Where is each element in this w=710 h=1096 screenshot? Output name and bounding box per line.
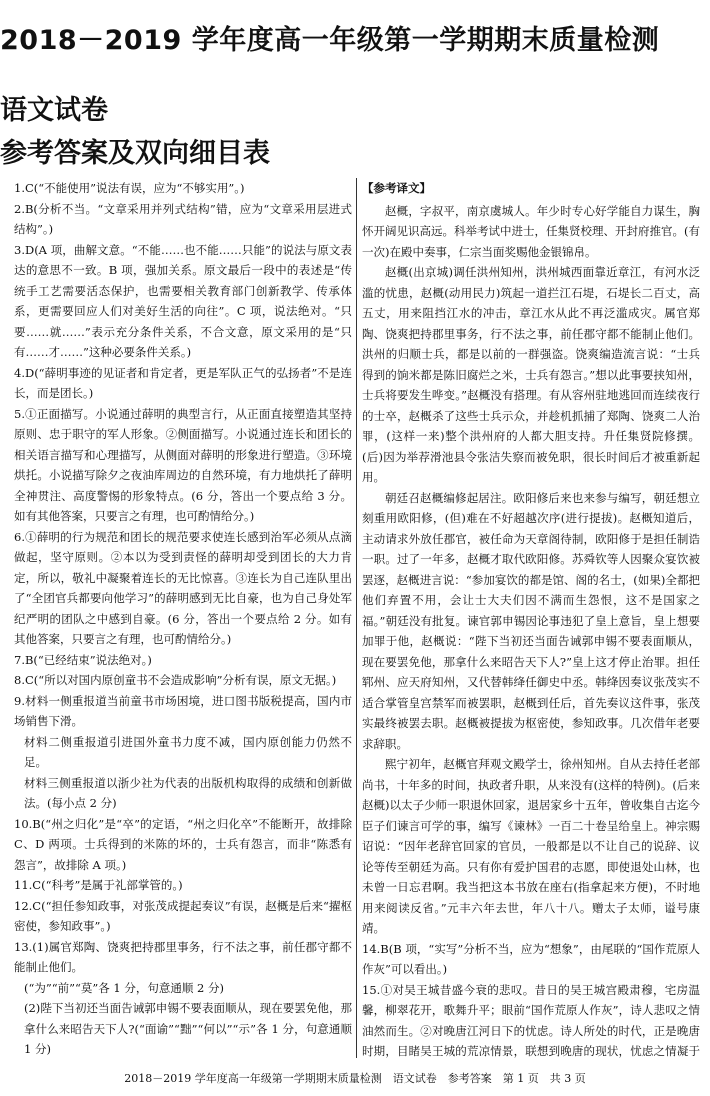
translation-body — [362, 201, 700, 939]
answer-item: 材料三侧重报道以浙少社为代表的出版机构取得的成绩和创新做法。(每小点 2 分) — [24, 775, 352, 810]
answer-item: 14.B(B 项，“实写”分析不当，应为“想象”，由尾联的“国作荒原人作灰”可以看出。) — [362, 941, 700, 976]
answer-list-right — [362, 939, 700, 1059]
column-divider — [356, 178, 357, 1058]
answer-item: 材料二侧重报道引进国外童书力度不减，国内原创能力仍然不足。 — [24, 734, 352, 769]
answer-item: 3.D(A 项，曲解文意。“不能……也不能……只能”的说法与原文表达的意思不一致。B 项，强加关系。原文最后一段中的表述是“传统手工艺需要活态保护，也需要相关教育部门创新教学、传承体系，更需要回应人们对美好生活的向往”。C 项，说法绝对。“只要……就……”表示充分条件关系，不合文意，原文采用的是“只有……才……”这种必要条件关系。) — [14, 242, 352, 359]
answer-item: (“为”“前”“莫”各 1 分，句意通顺 2 分) — [24, 980, 225, 995]
answer-item: 11.C(“科考”是属于礼部掌管的。) — [14, 878, 183, 892]
answer-item: 6.①薛明的行为规范和团长的规范要求使连长感到治军必须从点滴做起，坚守原则。②本以为受到责怪的薛明却受到团长的大力肯定，所以，敬礼中凝聚着连长的无比惊喜。③连长为自己连队里出了“全团官兵都要向他学习”的薛明感到无比自豪，也为自己身处军纪严明的团队之中感到自豪。(6 分，答出一个要点给 2 分。如有其他答案，只要言之有理，也可酌情给分。) — [14, 529, 352, 646]
translation-paragraph: 赵概(出京城)调任洪州知州，洪州城西面靠近章江，有河水泛滥的忧患，赵概(动用民力)筑起一道拦江石堤，石堤长二百丈，高五丈，用来阻挡江水的冲击，章江水从此不再泛滥成灾。属官郑陶、饶爽把持郡里事务，行不法之事，前任郡守都不能制止他们。洪州的归顺士兵，都是以前的一群强盗。饶爽编造流言说：“士兵得到的饷米都是陈旧腐烂之米，士兵有怨言。”想以此事要挟知州，士兵将要发生哗变。”赵概没有搭理。有从容州驻地逃回而连续夜行的士卒，赵概杀了这些士兵示众，并趁机抓捕了郑陶、饶爽二人治罪，(这样一来)整个洪州府的人都大胆支持。升任集贤院修撰。(后)因为举荐滑池县令张洁失察而被免职，很长时间后才被重新起用。 — [362, 265, 700, 484]
translation-paragraph: 赵概，字叔平，南京虞城人。年少时专心好学能自力谋生，胸怀开阔见识高远。科举考试中进士，任集贤校理、开封府推官。(有一次)在殿中奏事，仁宗当面奖赐他金银锦帛。 — [362, 203, 700, 259]
exam-title: 2018－2019 学年度高一年级第一学期期末质量检测 — [0, 25, 660, 56]
answer-item: 5.①正面描写。小说通过薛明的典型言行，从正面直接塑造其坚持原则、忠于职守的军人形象。②侧面描写。小说通过连长和团长的相关语言描写和心理描写，从侧面对薛明的形象进行塑造。③环境烘托。小说描写除夕之夜油库周边的自然环境，有力地烘托了薛明全神贯注、高度警惕的形象特点。(6 分，答出一个要点给 3 分。如有其他答案，只要言之有理，也可酌情给分。) — [14, 406, 352, 523]
answer-column-left — [14, 178, 352, 1058]
answer-item: 1.C(“不能使用”说法有误，应为“不够实用”。) — [14, 181, 245, 195]
answer-column-right — [362, 178, 700, 1058]
answer-item: (2)陛下当初还当面告诫郭申锡不要表面顺从，现在要罢免他，那拿什么来昭告天下人?(“面谕”“黜”“何以”“示”各 1 分，句意通顺 1 分) — [24, 1001, 352, 1056]
translation-paragraph: 朝廷召赵概编修起居注。欧阳修后来也来参与编写，朝廷想立刻重用欧阳修，(但)难在不好超越次序(进行提拔)。赵概知道后，主动请求外放任郡官，被任命为天章阁待制，欧阳修于是担任制诰一职。过了一年多，赵概才取代欧阳修。苏舜钦等人因聚众宴饮被罢逐，赵概进言说：“参加宴饮的都是馆、阁的名士，(如果)全都把他们弃置不用，会让士大夫们因不满而生怨恨，这不是国家之福。”朝廷没有批复。谏官郭申锡因论事违犯了皇上意旨，皇上想要加罪于他，赵概说：“陛下当初还当面告诫郭申锡不要表面顺从，现在要罢免他，那拿什么来昭告天下人?”皇上这才停止治罪。担任郓州、应天府知州，又代替韩绛任御史中丞。韩绛因奏议张茂实不适合掌管皇宫禁军而被罢职，赵概到任后，首先奏议这件事，张茂实最终被罢去职。赵概被提拔为枢密使，参知政事。几次借年老要求辞职。 — [362, 490, 700, 751]
answer-item: 7.B(“已经结束”说法绝对。) — [14, 652, 152, 667]
page-footer: 2018－2019 学年度高一年级第一学期期末质量检测 语文试卷 参考答案 第 1 页 共 3 页 — [124, 1072, 586, 1085]
document-title: 语文试卷 — [0, 95, 108, 126]
answer-item: 13.(1)属官郑陶、饶爽把持郡里事务，行不法之事，前任郡守都不能制止他们。 — [14, 939, 352, 974]
answer-item: 2.B(分析不当。“文章采用并列式结构”错，应为“文章采用层进式结构”。) — [14, 201, 352, 236]
document-subtitle: 参考答案及双向细目表 — [0, 138, 270, 169]
answer-item: 4.D(“薛明事迹的见证者和肯定者，更是军队正气的弘扬者”不是连长，而是团长。) — [14, 365, 352, 400]
translation-heading: 【参考译文】 — [362, 181, 431, 195]
translation-paragraph: 熙宁初年，赵概官拜观文殿学士，徐州知州。自从去持任老部尚书，十年多的时间，执政者升职，从来没有(这样的特例)。(后来赵概)以太子少师一职退休回家，退居家乡十五年，曾收集自古迄今臣子们谏言可学的事，编写《谏林》一百二十卷呈给皇上。神宗赐诏说：“因年老辞官回家的官员，一般都是以不让自己的说辞、议论等传至朝廷为高。只有你有爱护国君的志愿，即使退处山林，也未曾一日忘君啊。我当把这本书放在座右(指拿起来方便)，不时地用来阅读反省。”元丰六年去世，年八十八。赠太子太师，谥号康靖。 — [362, 757, 700, 935]
answer-item: 10.B(“州之归化”是“卒”的定语，“州之归化卒”不能断开，故排除 C、D 两项。士兵得到的米陈的坏的，士兵有怨言，而非“陈悉有怨言”，故排除 A 项。) — [14, 816, 352, 872]
answer-item: 9.材料一侧重报道当前童书市场困境，进口图书版税提高，国内市场销售下滑。 — [14, 693, 352, 728]
answer-item: 15.①对吴王城昔盛今衰的悲叹。昔日的吴王城宫殿肃穆，宅房温馨，柳翠花开，歌舞升平；眼前“国作荒原人作灰”，诗人悲叹之情油然而生。②对晚唐江河日下的忧虑。诗人所处的时代，正是晚唐时期，目睹吴王城的荒凉情景，联想到晚唐的现状，忧虑之情凝于 — [362, 982, 700, 1058]
answer-item: 8.C(“所以对国内原创童书不会造成影响”分析有误，原文无据。) — [14, 673, 337, 687]
answer-item: 12.C(“担任参知政事，对张茂成提起奏议”有误，赵概是后来“擢枢密使，参知政事”。) — [14, 898, 352, 933]
